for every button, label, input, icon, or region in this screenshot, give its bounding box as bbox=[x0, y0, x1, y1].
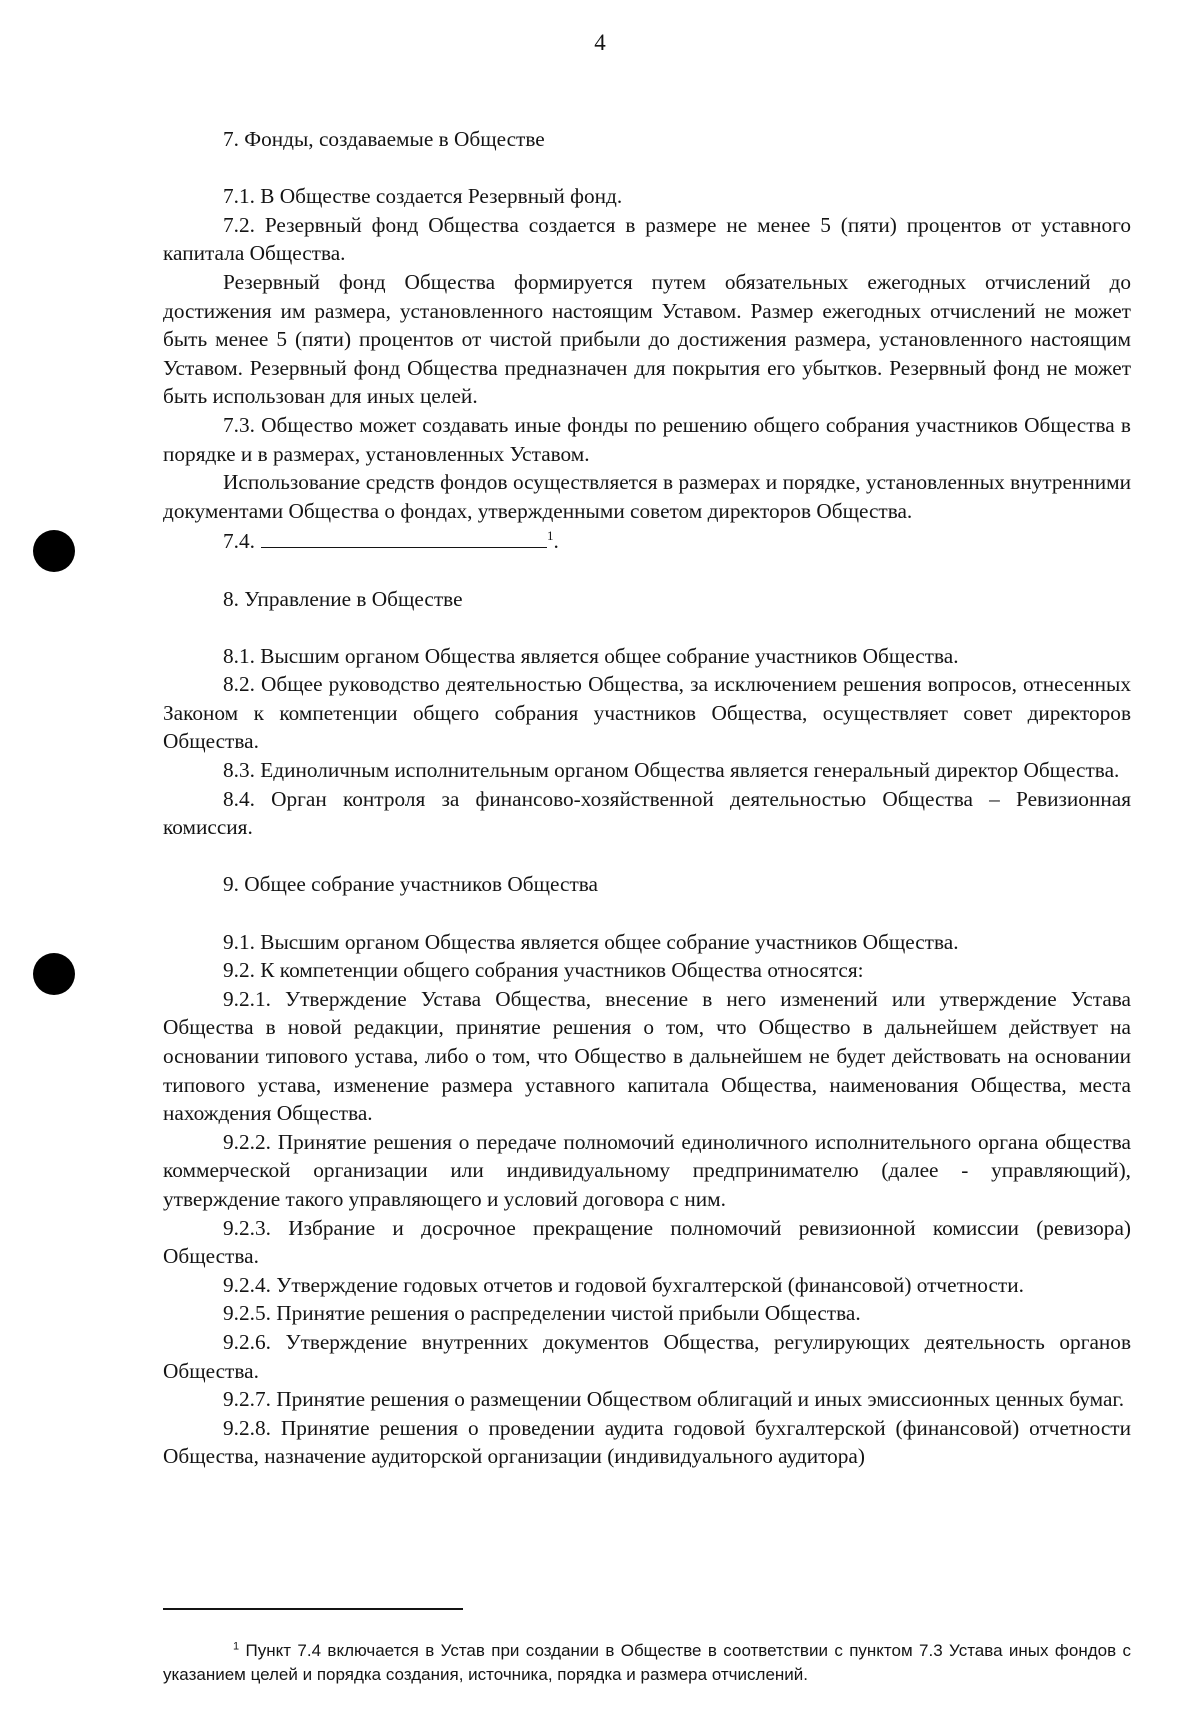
clause-7-3: 7.3. Общество может создавать иные фонды по решению общего собрания участников Общества в порядке и в размерах, установленных Уставом. bbox=[163, 412, 1131, 466]
clause-7-2-reserve-fund: Резервный фонд Общества формируется путем обязательных ежегодных отчислений до достижения им размера, установленного настоящим Уставом. Размер ежегодных отчислений не может быть менее 5 (пяти) процентов от чистой прибыли до достижения размера, установленного настоящим Уставом. Резервный фонд Общества предназначен для покрытия его убытков. Резервный фонд не может быть использован для иных целей. bbox=[163, 269, 1131, 409]
punch-hole-upper bbox=[33, 530, 75, 572]
clause-9-2: 9.2. К компетенции общего собрания участников Общества относятся: bbox=[223, 958, 864, 983]
clause-9-2-4: 9.2.4. Утверждение годовых отчетов и годовой бухгалтерской (финансовой) отчетности. bbox=[223, 1272, 1024, 1297]
clause-7-4-blank bbox=[261, 525, 547, 548]
section-heading-7: 7. Фонды, создаваемые в Обществе bbox=[223, 127, 545, 151]
clause-7-1: 7.1. В Обществе создается Резервный фонд. bbox=[223, 184, 623, 209]
clause-9-2-3: 9.2.3. Избрание и досрочное прекращение полномочий ревизионной комиссии (ревизора) Общества. bbox=[163, 1215, 1131, 1269]
clause-7-4-end: . bbox=[553, 529, 559, 554]
clause-8-3: 8.3. Единоличным исполнительным органом Общества является генеральный директор Общества. bbox=[223, 758, 1120, 783]
clause-9-2-5: 9.2.5. Принятие решения о распределении чистой прибыли Общества. bbox=[223, 1301, 861, 1326]
punch-hole-lower bbox=[33, 953, 75, 995]
footnote-text: Пункт 7.4 включается в Устав при создании в Обществе в соответствии с пунктом 7.3 Устава иных фондов с указанием целей и порядка создания, источника, порядка и размера отчислений. bbox=[163, 1641, 1132, 1684]
clause-7-4 bbox=[163, 525, 1131, 556]
footnote-divider bbox=[163, 1608, 463, 1610]
section-heading-8: 8. Управление в Обществе bbox=[223, 586, 463, 611]
page-number: 4 bbox=[594, 30, 606, 55]
clause-9-2-1: 9.2.1. Утверждение Устава Общества, внесение в него изменений или утверждение Устава Общества в новой редакции, принятие решения о том, что Общество в дальнейшем действует на основании типового устава, либо о том, что Общество в дальнейшем не будет действовать на основании типового устава, изменение размера уставного капитала Общества, наименования Общества, места нахождения Общества. bbox=[163, 986, 1131, 1126]
clause-8-1: 8.1. Высшим органом Общества является общее собрание участников Общества. bbox=[223, 643, 959, 668]
clause-7-3-funds-usage: Использование средств фондов осуществляется в размерах и порядке, установленных внутренними документами Общества о фондах, утвержденными советом директоров Общества. bbox=[163, 470, 1131, 523]
clause-7-2: 7.2. Резервный фонд Общества создается в размере не менее 5 (пяти) процентов от уставного капитала Общества. bbox=[163, 212, 1131, 266]
footnote-mark: 1 bbox=[233, 1640, 240, 1653]
clause-9-2-8: 9.2.8. Принятие решения о проведении аудита годовой бухгалтерской (финансовой) отчетности Общества, назначение аудиторской организации (индивидуального аудитора) bbox=[163, 1415, 1131, 1469]
footnote-reference: 1 bbox=[546, 528, 554, 544]
clause-9-1: 9.1. Высшим органом Общества является общее собрание участников Общества. bbox=[223, 929, 959, 954]
clause-7-4-number: 7.4. bbox=[223, 529, 255, 554]
footnote bbox=[163, 1639, 1131, 1687]
clause-9-2-7: 9.2.7. Принятие решения о размещении Обществом облигаций и иных эмиссионных ценных бумаг. bbox=[223, 1387, 1125, 1412]
document-body bbox=[163, 125, 1131, 1471]
clause-9-2-6: 9.2.6. Утверждение внутренних документов Общества, регулирующих деятельность органов Общества. bbox=[163, 1329, 1131, 1383]
clause-8-4: 8.4. Орган контроля за финансово-хозяйственной деятельностью Общества – Ревизионная комиссия. bbox=[163, 786, 1131, 840]
section-heading-9: 9. Общее собрание участников Общества bbox=[223, 872, 598, 897]
clause-8-2: 8.2. Общее руководство деятельностью Общества, за исключением решения вопросов, отнесенных Законом к компетенции общего собрания участников Общества, осуществляет совет директоров Общества. bbox=[163, 672, 1131, 754]
clause-9-2-2: 9.2.2. Принятие решения о передаче полномочий единоличного исполнительного органа общества коммерческой организации или индивидуальному предпринимателю (далее - управляющий), утверждение такого управляющего и условий договора с ним. bbox=[163, 1129, 1131, 1211]
